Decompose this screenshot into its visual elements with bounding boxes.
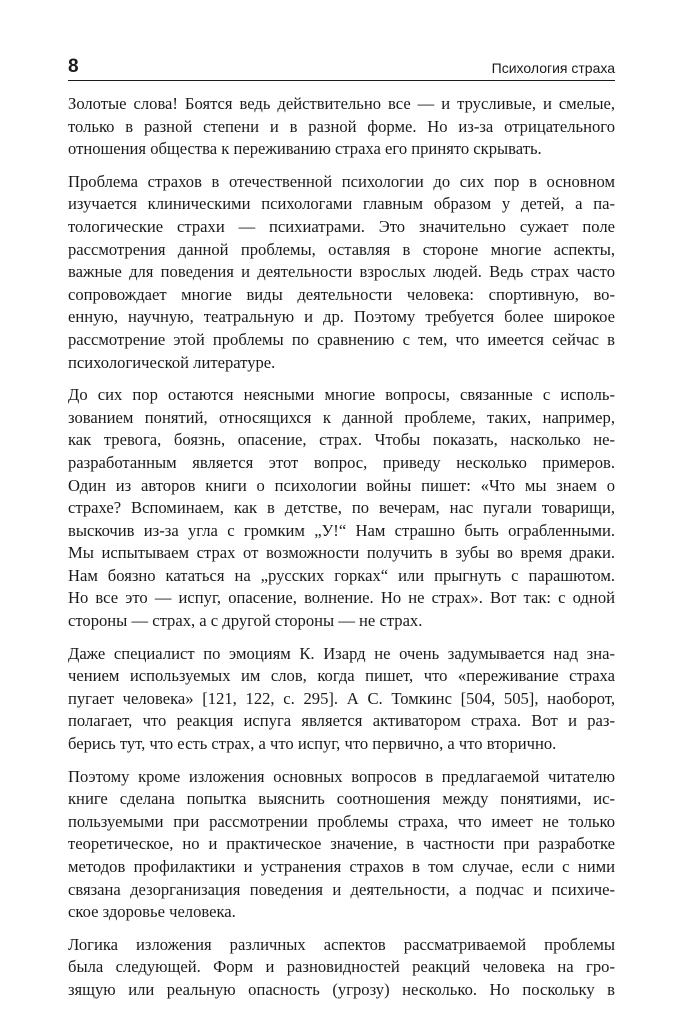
text-line: книге сделана попытка выяснить соотношения между понятиями, ис- bbox=[68, 789, 615, 809]
paragraph-2 bbox=[68, 171, 615, 374]
text-line: Нам боязно кататься на „русских горках“ или прыгнуть с парашютом. bbox=[68, 565, 615, 585]
page-header bbox=[68, 54, 615, 81]
text-line: Золотые слова! Боятся ведь действительно все — и трусливые, и смелые, bbox=[68, 94, 615, 113]
paragraph-3 bbox=[68, 384, 615, 633]
text-line: пользуемыми при рассмотрении проблемы страха, что имеет не только bbox=[68, 811, 615, 831]
text-line: зованием понятий, относящихся к данной проблеме, таких, например, bbox=[68, 407, 615, 427]
text-line: разработанным является этот вопрос, приведу несколько примеров. bbox=[68, 452, 615, 472]
text-line: только в разной степени и в разной форме. Но из-за отрицательного bbox=[68, 116, 615, 136]
text-line: теоретическое, но и практическое значение, в частности при разработке bbox=[68, 834, 615, 854]
text-line: пугает человека» [121, 122, с. 295]. А С. Томкинс [504, 505], наоборот, bbox=[68, 688, 615, 708]
text-line: рассмотрения данной проблемы, оставляя в стороне многие аспекты, bbox=[68, 239, 615, 259]
text-line: До сих пор остаются неясными многие вопросы, связанные с исполь- bbox=[68, 385, 615, 405]
text-line: методов профилактики и устранения страхов в том случае, если с ними bbox=[68, 857, 615, 876]
text-line: важные для поведения и деятельности взрослых людей. Ведь страх часто bbox=[68, 262, 615, 282]
text-line: Мы испытываем страх от возможности получить в зубы во время драки. bbox=[68, 543, 615, 563]
text-line: Проблема страхов в отечественной психологии до сих пор в основном bbox=[68, 171, 615, 191]
text-line: Поэтому кроме изложения основных вопросов в предлагаемой читателю bbox=[68, 766, 615, 786]
paragraph-1 bbox=[68, 93, 615, 161]
text-line: Логика изложения различных аспектов рассматриваемой проблемы bbox=[68, 934, 615, 954]
text-line: сопровождает многие виды деятельности человека: спортивную, во- bbox=[68, 284, 615, 304]
text-line: выскочив из-за угла с громким „У!“ Нам страшно быть ограбленными. bbox=[68, 520, 615, 540]
text-line: енную, научную, театральную и др. Поэтому требуется более широкое bbox=[68, 307, 615, 327]
running-title: Психология страха bbox=[491, 60, 615, 76]
text-line: тологические страхи — психиатрами. Это значительно сужает поле bbox=[68, 216, 615, 236]
paragraph-5 bbox=[68, 766, 615, 924]
paragraph-4 bbox=[68, 643, 615, 756]
text-line: чением используемых им слов, когда пишет, что «переживание страха bbox=[68, 666, 615, 686]
text-line: Один из авторов книги о психологии войны пишет: «Что мы знаем о bbox=[68, 475, 615, 495]
text-line: психологической литературе. bbox=[68, 352, 276, 372]
text-line: изучается клиническими психологами главным образом у детей, а па- bbox=[68, 194, 615, 214]
page-number: 8 bbox=[68, 56, 79, 77]
text-line: полагает, что реакция испуга является активатором страха. Вот и раз- bbox=[68, 711, 615, 731]
text-line: берись тут, что есть страх, а что испуг, что первично, а что вторично. bbox=[68, 734, 557, 754]
text-line: стороны — страх, а с другой стороны — не страх. bbox=[68, 611, 423, 631]
text-line: Даже специалист по эмоциям К. Изард не очень задумывается над зна- bbox=[68, 643, 615, 663]
text-line: зящую или реальную опасность (угрозу) несколько. Но поскольку в bbox=[68, 979, 615, 999]
text-line: отношения общества к переживанию страха его принято скрывать. bbox=[68, 139, 542, 159]
body-text bbox=[68, 93, 615, 1012]
paragraph-6 bbox=[68, 934, 615, 1002]
text-line: как тревога, боязнь, опасение, страх. Чтобы показать, насколько не- bbox=[68, 430, 615, 450]
text-line: ское здоровье человека. bbox=[68, 902, 236, 922]
text-line: рассмотрение этой проблемы по сравнению с тем, что имеется сейчас в bbox=[68, 329, 615, 349]
text-line: страхе? Вспоминаем, как в детстве, по вечерам, нас пугали товарищи, bbox=[68, 498, 615, 518]
text-line: Но все это — испуг, опасение, волнение. Но не страх». Вот так: с одной bbox=[68, 588, 615, 608]
text-line: связана дезорганизация поведения и деятельности, а подчас и психиче- bbox=[68, 879, 615, 899]
text-line: была следующей. Форм и разновидностей реакций человека на гро- bbox=[68, 957, 615, 977]
